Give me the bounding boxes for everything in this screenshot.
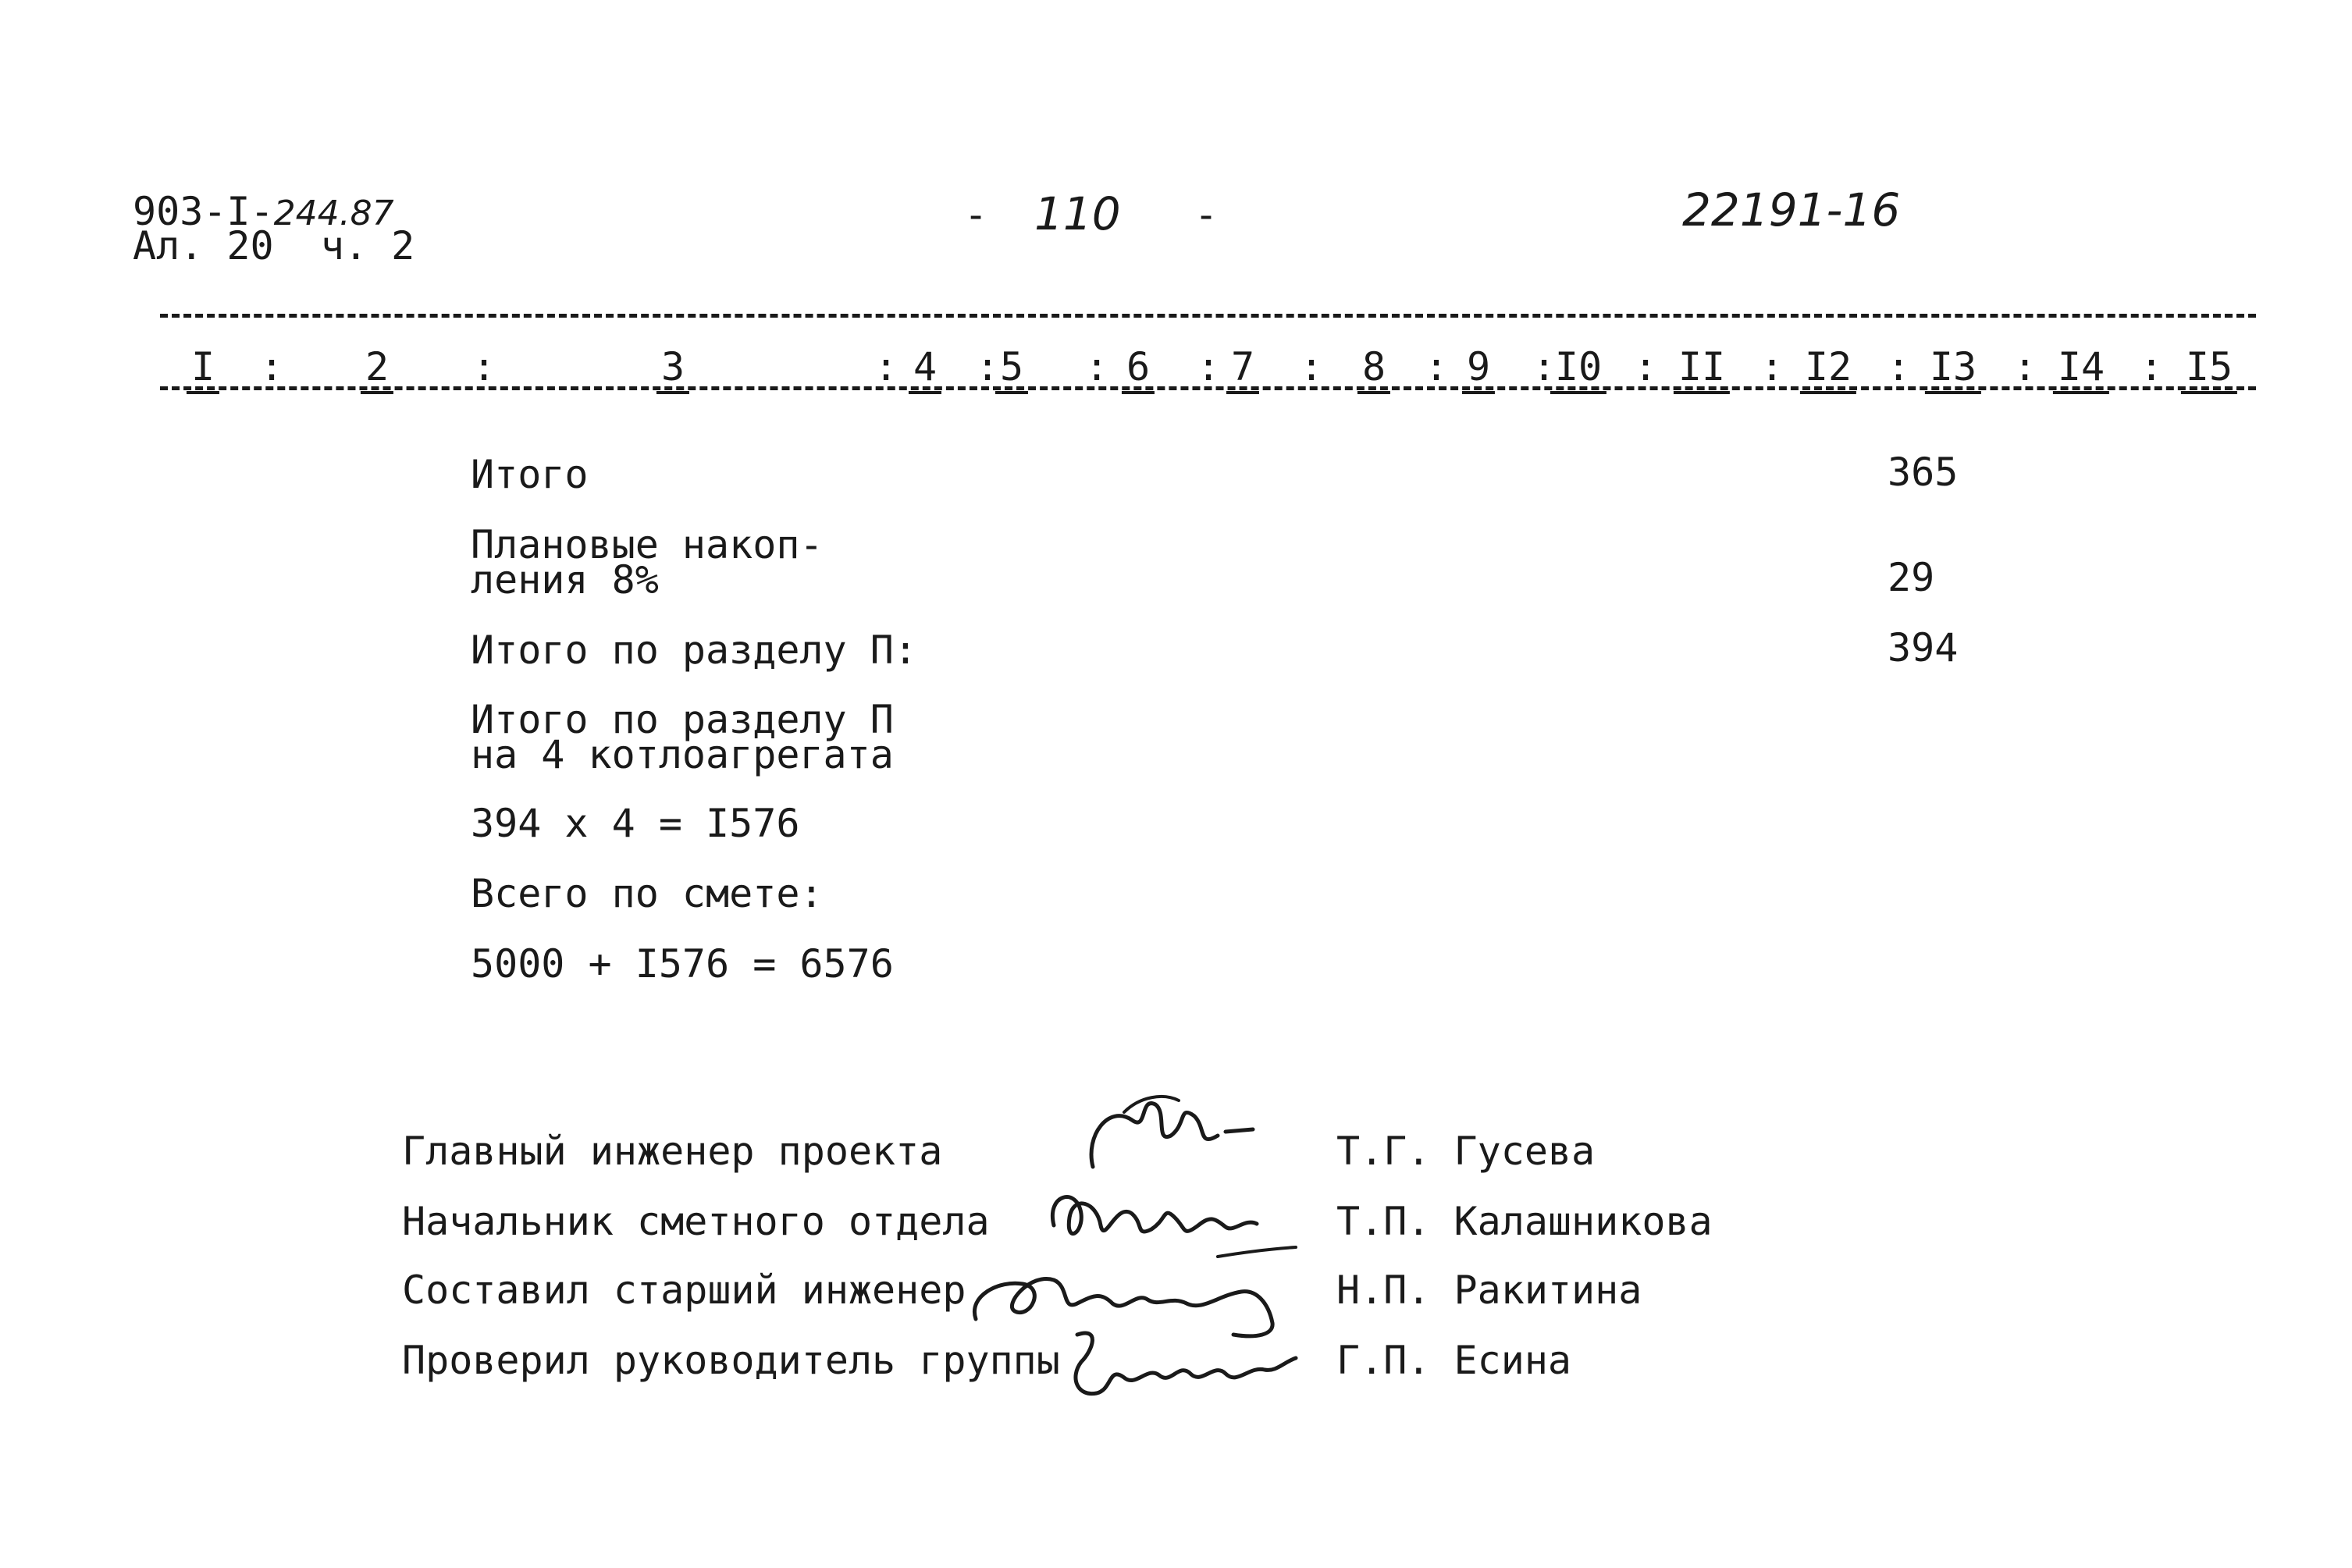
signature-name: Г.П. Есина bbox=[1336, 1338, 1572, 1383]
column-separator: : bbox=[1084, 344, 1109, 389]
planned-accumulation-label-line-1: Плановые накоп- bbox=[471, 522, 824, 567]
column-number: 9 bbox=[1466, 344, 1491, 389]
signature-esina bbox=[1046, 1319, 1304, 1420]
signature-role: Составил старший инженер bbox=[402, 1268, 966, 1313]
document-code-handwritten: 244.87 bbox=[273, 194, 394, 233]
column-number: I3 bbox=[1929, 344, 1977, 389]
column-number: 3 bbox=[660, 344, 685, 389]
page-number: 110 bbox=[1034, 187, 1121, 240]
signature-name: Н.П. Ракитина bbox=[1336, 1268, 1642, 1313]
column-separator: : bbox=[259, 344, 284, 389]
planned-accumulation-label-line-2: ления 8% bbox=[471, 557, 659, 603]
section-total-value: 394 bbox=[1888, 625, 1959, 670]
page-dash-right: - bbox=[1194, 192, 1219, 237]
signature-role: Главный инженер проекта bbox=[402, 1129, 943, 1174]
column-separator: : bbox=[1886, 344, 1911, 389]
column-separator: : bbox=[2012, 344, 2037, 389]
grand-total-label: Всего по смете: bbox=[471, 871, 824, 916]
column-number: 5 bbox=[999, 344, 1024, 389]
column-separator: : bbox=[1424, 344, 1449, 389]
column-separator: : bbox=[1299, 344, 1324, 389]
column-number: 8 bbox=[1361, 344, 1386, 389]
album-part-line: Ал. 20 ч. 2 bbox=[133, 223, 415, 268]
signature-name: Т.П. Калашникова bbox=[1336, 1199, 1713, 1244]
signature-role: Начальник сметного отдела bbox=[402, 1199, 990, 1244]
column-number: I bbox=[190, 344, 215, 389]
column-separator: : bbox=[1760, 344, 1784, 389]
total-value: 365 bbox=[1888, 450, 1959, 495]
column-header-top-rule bbox=[160, 314, 2256, 318]
planned-accumulation-value: 29 bbox=[1888, 555, 1935, 600]
section-total-label: Итого по разделу П: bbox=[471, 628, 917, 673]
column-separator: : bbox=[1633, 344, 1658, 389]
signature-name: Т.Г. Гусева bbox=[1336, 1129, 1596, 1174]
signature-gusev bbox=[1062, 1089, 1296, 1182]
page-dash-left: - bbox=[964, 192, 988, 237]
column-separator: : bbox=[1196, 344, 1221, 389]
document-number: 22191-16 bbox=[1682, 183, 1901, 236]
column-number: 6 bbox=[1126, 344, 1151, 389]
column-number: 2 bbox=[365, 344, 390, 389]
column-number: II bbox=[1678, 344, 1726, 389]
column-separator: : bbox=[1532, 344, 1557, 389]
grand-total-calculation: 5000 + I576 = 6576 bbox=[471, 941, 894, 987]
column-number: I0 bbox=[1554, 344, 1603, 389]
column-number: 4 bbox=[913, 344, 938, 389]
column-separator: : bbox=[975, 344, 1000, 389]
column-separator: : bbox=[471, 344, 496, 389]
signature-role: Проверил руководитель группы bbox=[402, 1338, 1060, 1383]
column-separator: : bbox=[874, 344, 898, 389]
section-boilers-label-line-1: Итого по разделу П bbox=[471, 697, 894, 742]
column-number: I5 bbox=[2185, 344, 2233, 389]
total-label: Итого bbox=[471, 452, 589, 497]
column-number: 7 bbox=[1230, 344, 1255, 389]
section-boilers-label-line-2: на 4 котлоагрегата bbox=[471, 732, 894, 777]
column-number: I4 bbox=[2057, 344, 2105, 389]
document-code-printed: 903-I- bbox=[133, 189, 274, 234]
column-separator: : bbox=[2139, 344, 2164, 389]
boilers-calculation: 394 x 4 = I576 bbox=[471, 801, 800, 846]
column-number: I2 bbox=[1804, 344, 1852, 389]
